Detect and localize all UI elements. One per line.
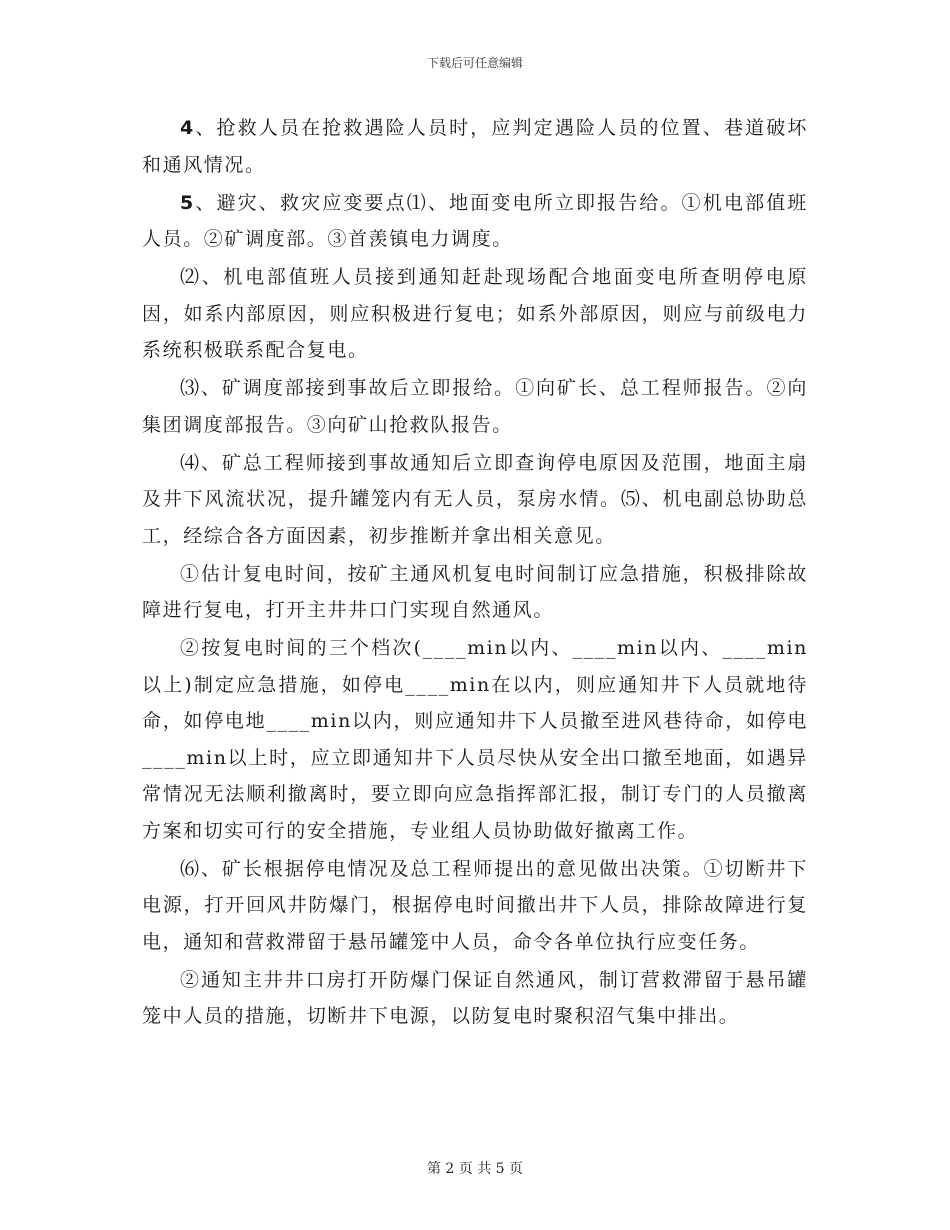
- paragraph-text: 、抢救人员在抢救遇险人员时，应判定遇险人员的位置、巷道破坏和通风情况。: [142, 117, 808, 176]
- page-footer: 第 2 页 共 5 页: [426, 1161, 524, 1177]
- paragraph-substep-1: [142, 556, 808, 629]
- item-number: 5: [180, 191, 195, 214]
- paragraph-text: ②按复电时间的三个档次(____min以内、____min以内、____min以上)制定应急措施，如停电____min在以内，则应通知井下人员就地待命，如停电地____min以内，则应通知井下人员撤至进风巷待命，如停电____min以上时，应立即通知井下人员尽快从安全出口撤至地面，如遇异常情况无法顺利撤离时，要立即向应急指挥部汇报，制订专门的人员撤离方案和切实可行的安全措施，专业组人员协助做好撤离工作。: [142, 637, 808, 842]
- item-number: 4: [180, 117, 195, 139]
- paragraph-text: 、避灾、救灾应变要点⑴、地面变电所立即报告给。①机电部值班人员。②矿调度部。③首羡镇电力调度。: [142, 191, 808, 250]
- document-body: [142, 110, 808, 1036]
- paragraph-text: ⑹、矿长根据停电情况及总工程师提出的意见做出决策。①切断井下电源，打开回风井防爆门，根据停电时间撤出井下人员，排除故障进行复电，通知和营救滞留于悬吊罐笼中人员，命令各单位执行应变任务。: [142, 857, 808, 953]
- page-header: 下载后可任意编辑: [426, 56, 523, 70]
- paragraph-text: ①估计复电时间，按矿主通风机复电时间制订应急措施，积极排除故障进行复电，打开主井井口门实现自然通风。: [142, 562, 808, 621]
- paragraph-step-3: [142, 370, 808, 443]
- paragraph-item-5: [142, 185, 808, 258]
- paragraph-step-2: [142, 259, 808, 369]
- paragraph-text: ⑵、机电部值班人员接到通知赶赴现场配合地面变电所查明停电原因，如系内部原因，则应积极进行复电；如系外部原因，则应与前级电力系统积极联系配合复电。: [142, 266, 808, 361]
- paragraph-substep-2b: [142, 962, 808, 1035]
- paragraph-text: ②通知主井井口房打开防爆门保证自然通风，制订营救滞留于悬吊罐笼中人员的措施，切断井下电源，以防复电时聚积沼气集中排出。: [142, 968, 808, 1027]
- paragraph-text: ⑷、矿总工程师接到事故通知后立即查询停电原因及范围，地面主扇及井下风流状况，提升罐笼内有无人员，泵房水情。⑸、机电副总协助总工，经综合各方面因素，初步推断并拿出相关意见。: [142, 451, 808, 547]
- paragraph-text: ⑶、矿调度部接到事故后立即报给。①向矿长、总工程师报告。②向集团调度部报告。③向矿山抢救队报告。: [142, 377, 808, 436]
- paragraph-step-4: [142, 445, 808, 555]
- paragraph-item-4: [142, 110, 808, 183]
- paragraph-step-6: [142, 851, 808, 961]
- paragraph-substep-2: [142, 630, 808, 849]
